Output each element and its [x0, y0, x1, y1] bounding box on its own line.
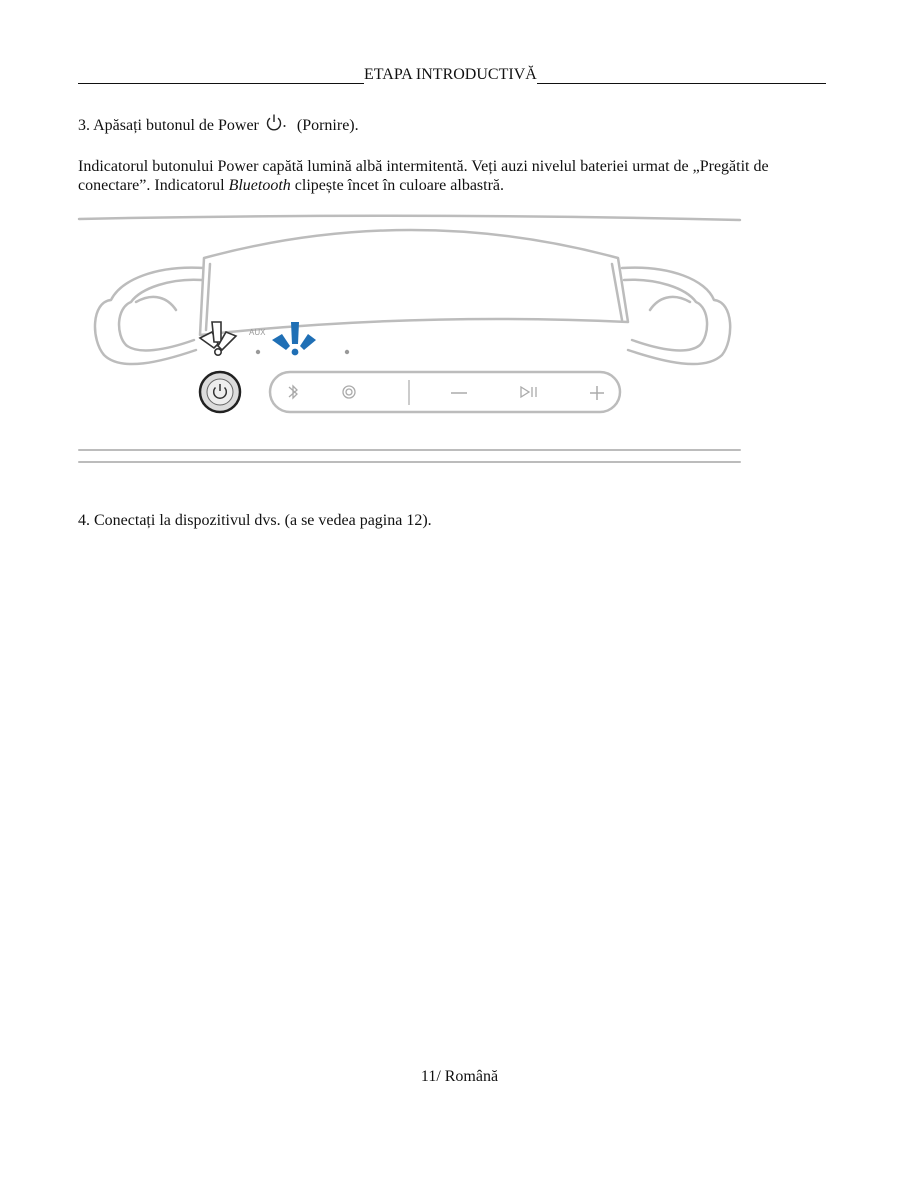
top-edge-line	[79, 216, 740, 220]
page-footer: 11/ Română	[420, 1068, 499, 1085]
aux-indicator-dot	[256, 350, 260, 354]
step-3-suffix: (Pornire).	[296, 117, 359, 134]
power-icon	[265, 114, 287, 132]
left-handle-loop	[136, 297, 176, 310]
step-3	[78, 114, 359, 135]
step-4: 4. Conectați la dispozitivul dvs. (a se vedea pagina 12).	[78, 512, 432, 529]
header-rule-left	[78, 68, 364, 84]
instruction-paragraph	[78, 157, 843, 195]
indicator-dot	[345, 350, 349, 354]
control-pill	[270, 372, 620, 412]
play-pause-icon[interactable]	[521, 387, 536, 397]
header-rule-right	[537, 68, 826, 84]
paragraph-bluetooth-italic: Bluetooth	[228, 177, 291, 194]
volume-up-icon[interactable]	[590, 386, 604, 400]
left-handle-inner	[119, 280, 202, 351]
paragraph-part-2: clipește încet în culoare albastră.	[290, 177, 505, 194]
section-title: ETAPA INTRODUCTIVĂ	[364, 66, 537, 83]
paragraph-part-1: Indicatorul butonului Power capătă lumină albă intermitentă. Veți auzi nivelul bateriei urmat de „Pregătit de conectare”. Indicatorul	[78, 158, 769, 194]
speaker-illustration	[76, 210, 744, 468]
aux-label: AUX	[249, 328, 266, 337]
right-handle-loop	[650, 297, 690, 310]
multifunction-icon[interactable]	[343, 386, 355, 398]
power-button[interactable]	[200, 372, 240, 412]
step-3-prefix: 3. Apăsați butonul de Power	[78, 117, 259, 134]
bluetooth-icon[interactable]	[289, 386, 297, 398]
right-handle-inner	[624, 280, 707, 351]
strap-body	[200, 230, 628, 335]
section-header	[78, 66, 826, 84]
